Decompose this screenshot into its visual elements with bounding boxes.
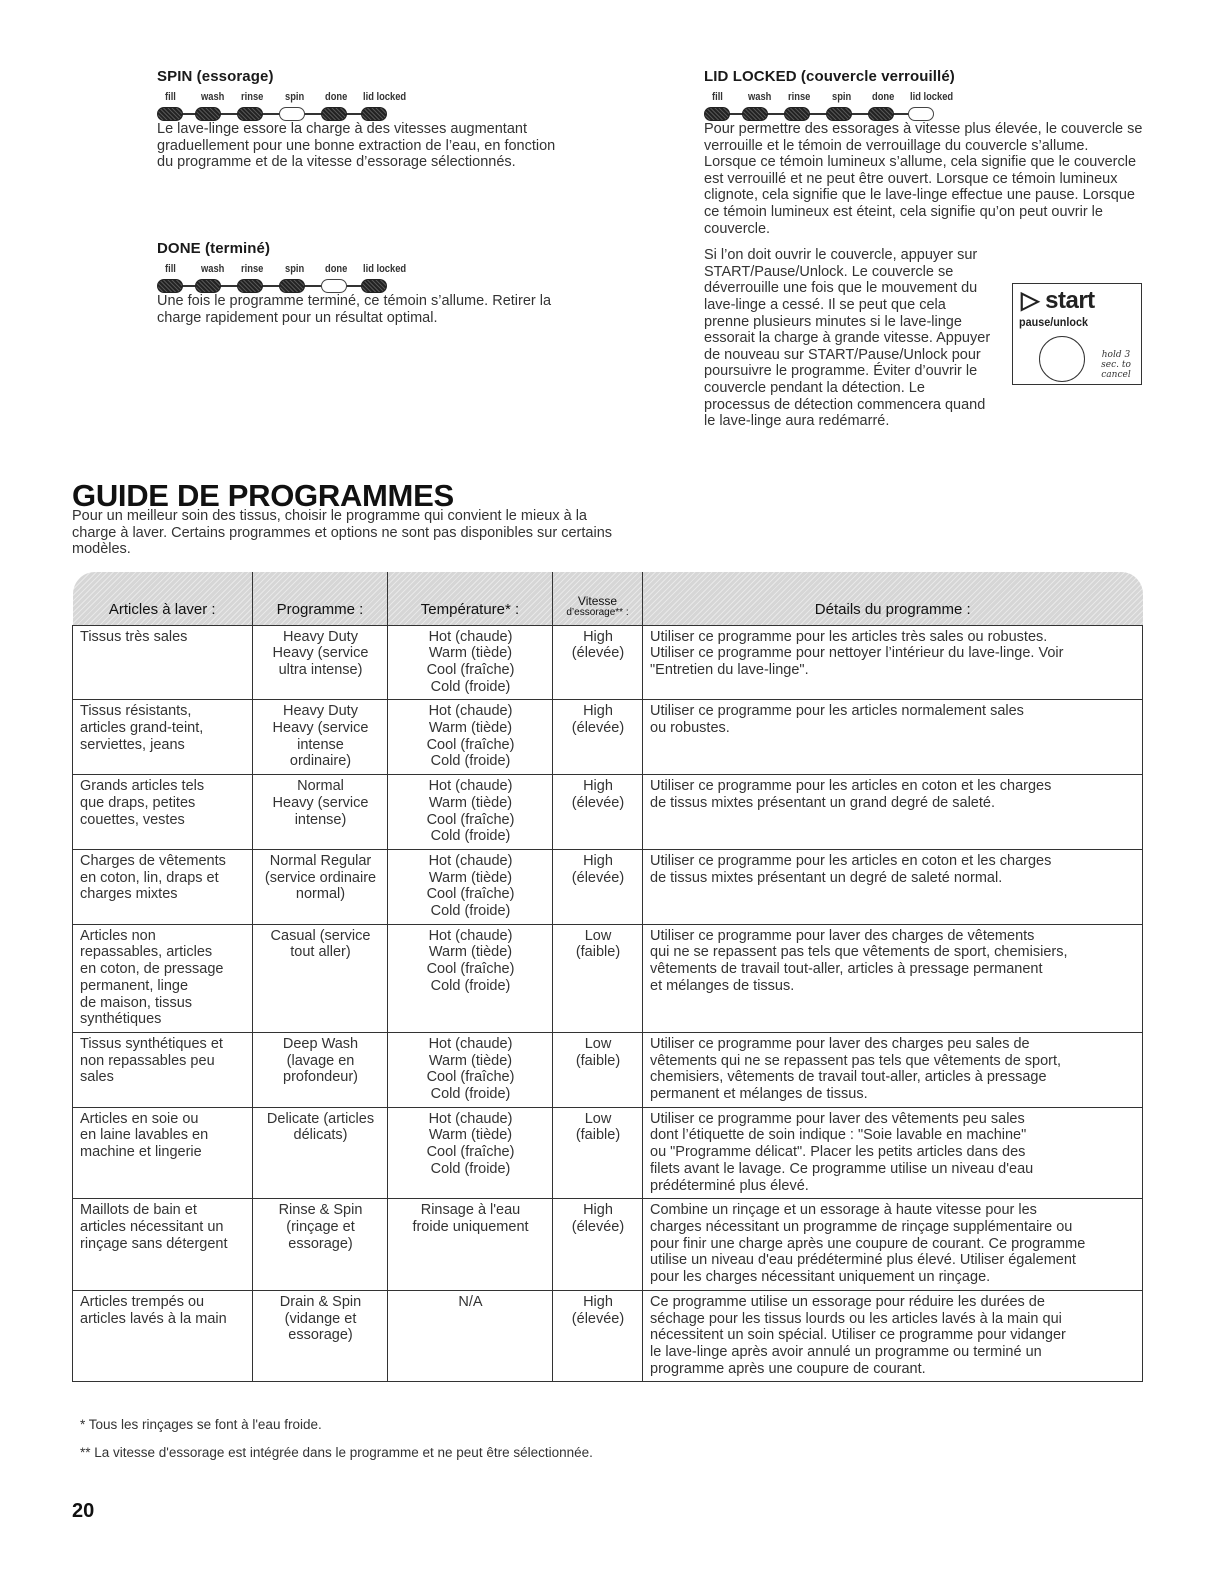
- cell-spin-speed: [553, 1290, 643, 1382]
- table-row: [73, 1032, 1143, 1107]
- cell-line: Warm (tiède): [428, 794, 513, 811]
- indicator-label: spin: [284, 263, 305, 275]
- cell-line: Warm (tiède): [428, 944, 513, 961]
- cell-line: délicats): [293, 1127, 348, 1144]
- cell-line: essorage): [288, 1327, 353, 1344]
- cell-articles: [73, 924, 253, 1032]
- indicator-led-lit-icon: [321, 107, 347, 121]
- cell-line: et mélanges de tissus.: [650, 977, 795, 994]
- cell-line: Cold (froide): [430, 977, 511, 994]
- cell-line: nécessitent un soin spécial. Utiliser ce programme pour vidanger: [650, 1327, 1066, 1344]
- indicator-led-off-icon: [908, 107, 934, 121]
- cell-line: (lavage en: [286, 1052, 355, 1069]
- indicator-led-lit-icon: [237, 279, 263, 293]
- indicator-lights: [704, 107, 944, 121]
- indicator-labels: [704, 91, 1078, 105]
- cell-program: [253, 1107, 388, 1199]
- cell-program: [253, 1290, 388, 1382]
- cell-line: Warm (tiède): [428, 1052, 513, 1069]
- cell-details: [643, 849, 1143, 924]
- cell-line: dont l’étiquette de soin indique : "Soie lavable en machine": [650, 1127, 1027, 1144]
- cell-line: Cool (fraîche): [426, 661, 515, 678]
- indicator-led-lit-icon: [361, 107, 387, 121]
- cell-articles: [73, 1107, 253, 1199]
- cell-line: Articles non: [80, 927, 156, 944]
- cell-line: articles nécessitant un: [80, 1219, 224, 1235]
- cell-line: Combine un rinçage et un essorage à haute vitesse pour les: [650, 1202, 1037, 1219]
- indicator-label: spin: [831, 91, 852, 103]
- cell-line: (vidange et: [284, 1310, 357, 1327]
- indicator-label: lid locked: [362, 91, 407, 103]
- footnote-rinse: * Tous les rinçages se font à l'eau froide.: [80, 1417, 322, 1432]
- cell-details: [643, 1199, 1143, 1291]
- cell-line: Rinse & Spin: [278, 1202, 363, 1219]
- cell-line: sales: [80, 1069, 114, 1086]
- cell-temperature: [388, 700, 553, 775]
- cell-line: que draps, petites: [80, 794, 196, 811]
- cell-program: [253, 1199, 388, 1291]
- cell-line: profondeur): [283, 1069, 358, 1086]
- cell-line: Hot (chaude): [428, 628, 513, 645]
- indicator-led-lit-icon: [868, 107, 894, 121]
- cell-line: Hot (chaude): [428, 1110, 513, 1127]
- hold-to-cancel-label: hold 3 sec. to cancel: [1101, 350, 1131, 380]
- indicator-label: done: [324, 91, 348, 103]
- header-temperature: Température* :: [388, 572, 553, 625]
- cell-line: Articles en soie ou: [80, 1110, 199, 1127]
- cell-details: [643, 775, 1143, 850]
- pause-unlock-label: pause/unlock: [1019, 315, 1089, 329]
- cell-line: Deep Wash: [282, 1035, 359, 1052]
- cell-line: synthétiques: [80, 1011, 162, 1028]
- cell-line: Hot (chaude): [428, 927, 513, 944]
- cell-line: Heavy (service: [272, 720, 369, 737]
- cell-line: machine et lingerie: [80, 1144, 202, 1161]
- cell-line: en coton, de pressage: [80, 961, 224, 978]
- cell-line: en coton, lin, draps et: [80, 869, 219, 886]
- cell-line: Delicate (articles: [266, 1110, 375, 1127]
- cell-line: (faible): [575, 1052, 621, 1069]
- cell-temperature: [388, 625, 553, 700]
- cell-line: (rinçage et: [286, 1219, 355, 1235]
- cell-line: (service ordinaire: [264, 869, 377, 886]
- cell-line: normal): [295, 886, 346, 903]
- cell-line: rinçage sans détergent: [80, 1235, 228, 1252]
- indicator-led-off-icon: [321, 279, 347, 293]
- cell-details: [643, 625, 1143, 700]
- indicator-led-lit-icon: [237, 107, 263, 121]
- cell-articles: [73, 1199, 253, 1291]
- cell-line: Warm (tiède): [428, 645, 513, 662]
- cell-line: Utiliser ce programme pour laver des vêtements peu sales: [650, 1110, 1025, 1127]
- lid-locked-title: LID LOCKED (couvercle verrouillé): [704, 68, 955, 85]
- indicator-label: wash: [747, 91, 772, 103]
- guide-intro: Pour un meilleur soin des tissus, choisir le programme qui convient le mieux à la charge à laver. Certains programmes et options ne sont pas disponibles sur certains modèles.: [72, 508, 613, 558]
- cell-line: Warm (tiède): [428, 1127, 513, 1144]
- cell-line: Cool (fraîche): [426, 961, 515, 978]
- cell-articles: [73, 700, 253, 775]
- cell-program: [253, 775, 388, 850]
- cell-line: froide uniquement: [412, 1219, 529, 1235]
- cell-line: Hot (chaude): [428, 778, 513, 795]
- cell-line: ordinaire): [289, 753, 352, 770]
- header-spin-speed-line1: Vitesse: [577, 593, 618, 608]
- header-details: Détails du programme :: [643, 572, 1143, 625]
- cell-details: [643, 1107, 1143, 1199]
- table-header-row: [73, 572, 1143, 625]
- cell-temperature: [388, 1107, 553, 1199]
- cell-line: Normal: [297, 778, 344, 795]
- cell-line: repassables, articles: [80, 944, 213, 961]
- header-articles: Articles à laver :: [73, 572, 253, 625]
- cell-line: Cool (fraîche): [426, 1069, 515, 1086]
- cell-line: Utiliser ce programme pour nettoyer l’intérieur du lave-linge. Voir: [650, 645, 1064, 662]
- cell-line: (élevée): [571, 869, 625, 886]
- cell-line: (élevée): [571, 720, 625, 737]
- cell-spin-speed: [553, 924, 643, 1032]
- indicator-led-lit-icon: [361, 279, 387, 293]
- cell-line: Cold (froide): [430, 753, 511, 770]
- done-section: [157, 240, 577, 326]
- cell-line: "Entretien du lave-linge".: [650, 661, 809, 678]
- indicator-led-lit-icon: [742, 107, 768, 121]
- indicator-label: done: [324, 263, 348, 275]
- table-row: [73, 924, 1143, 1032]
- cell-line: chemisiers, vêtements de travail tout-aller, articles à pressage: [650, 1069, 1047, 1086]
- table-row: [73, 625, 1143, 700]
- cell-line: de maison, tissus: [80, 994, 193, 1011]
- cell-line: Cool (fraîche): [426, 811, 515, 828]
- cell-temperature: [388, 1199, 553, 1291]
- cell-line: Charges de vêtements: [80, 852, 226, 869]
- table-row: [73, 775, 1143, 850]
- indicator-led-lit-icon: [157, 279, 183, 293]
- cell-articles: [73, 625, 253, 700]
- spin-description: Le lave-linge essore la charge à des vitesses augmentant graduellement pour une bonne extraction de l’eau, en fonction du programme et de la vitesse d’essorage sélectionnés.: [157, 121, 556, 171]
- cell-line: Cool (fraîche): [426, 886, 515, 903]
- cell-line: Low: [584, 1035, 612, 1052]
- cell-details: [643, 924, 1143, 1032]
- cell-line: Tissus synthétiques et: [80, 1035, 223, 1052]
- start-label: ▷ start: [1021, 287, 1095, 314]
- cell-line: non repassables peu: [80, 1052, 215, 1069]
- cell-line: pour les charges nécessitant uniquement un rinçage.: [650, 1269, 991, 1286]
- cell-line: (élevée): [571, 1219, 625, 1235]
- indicator-label: rinse: [240, 91, 264, 103]
- indicator-label: rinse: [787, 91, 811, 103]
- lid-unlock-instructions: Si l’on doit ouvrir le couvercle, appuyer sur START/Pause/Unlock. Le couvercle se déverrouille une fois que le mouvement du lave-linge a cessé. Il se peut que cela prenne plusieurs minutes si le lave-linge essorait la charge à grande vitesse. Appuyer de nouveau sur START/Pause/Unlock pour poursuivre le programme. Éviter d’ouvrir le couvercle pendant la détection. Le processus de détection commencera quand le lave-linge aura redémarré.: [704, 247, 991, 430]
- indicator-led-off-icon: [279, 107, 305, 121]
- cell-line: Cool (fraîche): [426, 1144, 515, 1161]
- cell-line: Warm (tiède): [428, 869, 513, 886]
- cell-program: [253, 700, 388, 775]
- cell-spin-speed: [553, 849, 643, 924]
- cell-program: [253, 1032, 388, 1107]
- indicator-labels: [157, 263, 514, 277]
- cell-line: ou robustes.: [650, 720, 730, 737]
- cell-line: Ce programme utilise un essorage pour réduire les durées de: [650, 1293, 1045, 1310]
- cell-line: le lave-linge après avoir annulé un programme ou terminé un: [650, 1343, 1042, 1360]
- cell-spin-speed: [553, 1199, 643, 1291]
- cell-spin-speed: [553, 700, 643, 775]
- cell-program: [253, 849, 388, 924]
- spin-status-indicator: [157, 91, 577, 125]
- page-number: 20: [72, 1500, 95, 1522]
- cell-temperature: [388, 775, 553, 850]
- cell-articles: [73, 775, 253, 850]
- table-row: [73, 849, 1143, 924]
- cell-temperature: [388, 924, 553, 1032]
- cell-line: serviettes, jeans: [80, 736, 185, 753]
- program-guide-table: [72, 572, 1143, 1382]
- indicator-label: rinse: [240, 263, 264, 275]
- cell-line: Heavy Duty: [283, 703, 358, 720]
- cell-line: Maillots de bain et: [80, 1202, 197, 1219]
- cell-line: Utiliser ce programme pour laver des charges peu sales de: [650, 1035, 1030, 1052]
- start-pause-unlock-panel: [1012, 283, 1142, 385]
- cell-details: [643, 1032, 1143, 1107]
- cell-program: [253, 924, 388, 1032]
- cell-line: couettes, vestes: [80, 811, 185, 828]
- cell-line: High: [583, 852, 613, 869]
- cell-line: (élevée): [571, 645, 625, 662]
- cell-articles: [73, 1290, 253, 1382]
- cell-line: Cold (froide): [430, 1160, 511, 1177]
- cell-line: Cold (froide): [430, 903, 511, 920]
- cell-line: permanent, linge: [80, 977, 189, 994]
- cell-line: High: [583, 1293, 613, 1310]
- cell-line: Drain & Spin: [279, 1293, 362, 1310]
- done-title: DONE (terminé): [157, 240, 271, 257]
- cell-line: Hot (chaude): [428, 703, 513, 720]
- table-row: [73, 1290, 1143, 1382]
- cell-line: Grands articles tels: [80, 778, 205, 795]
- cell-line: articles grand-teint,: [80, 720, 204, 737]
- cell-line: Cool (fraîche): [426, 736, 515, 753]
- cell-line: Heavy (service: [272, 794, 369, 811]
- indicator-label: wash: [200, 91, 225, 103]
- cell-line: Cold (froide): [430, 1086, 511, 1103]
- cell-line: charges nécessitant un programme de rinçage supplémentaire ou: [650, 1219, 1073, 1235]
- cell-line: Casual (service: [270, 927, 371, 944]
- cell-line: Tissus résistants,: [80, 703, 192, 720]
- cell-line: Low: [584, 1110, 612, 1127]
- spin-section: [157, 68, 577, 171]
- indicator-label: done: [871, 91, 895, 103]
- cell-line: (élevée): [571, 794, 625, 811]
- cell-line: (faible): [575, 944, 621, 961]
- cell-line: permanent et mélanges de tissus.: [650, 1086, 868, 1103]
- cell-spin-speed: [553, 1107, 643, 1199]
- cell-line: Hot (chaude): [428, 852, 513, 869]
- cell-line: Articles trempés ou: [80, 1293, 205, 1310]
- cell-line: Utiliser ce programme pour laver des charges de vêtements: [650, 927, 1035, 944]
- cell-details: [643, 1290, 1143, 1382]
- cell-line: de tissus mixtes présentant un degré de saleté normal.: [650, 869, 1003, 886]
- cell-line: vêtements de travail tout-aller, articles à pressage permanent: [650, 961, 1043, 978]
- cell-line: Low: [584, 927, 612, 944]
- cell-line: N/A: [458, 1293, 483, 1310]
- cell-line: filets avant le lavage. Ce programme utilise un niveau d'eau: [650, 1160, 1034, 1177]
- header-spin-speed-line2: d’essorage** :: [566, 606, 629, 618]
- cell-line: vêtements qui ne se repassent pas tels que vêtements de sport,: [650, 1052, 1062, 1069]
- cell-line: Utiliser ce programme pour les articles en coton et les charges: [650, 852, 1052, 869]
- lid-locked-status-indicator: [704, 91, 1144, 125]
- cell-line: de tissus mixtes présentant un grand degré de saleté.: [650, 794, 995, 811]
- cell-line: Utiliser ce programme pour les articles en coton et les charges: [650, 778, 1052, 795]
- cell-line: Utiliser ce programme pour les articles normalement sales: [650, 703, 1024, 720]
- footnote-spin-speed: ** La vitesse d'essorage est intégrée dans le programme et ne peut être sélectionnée.: [80, 1445, 593, 1460]
- cell-line: tout aller): [290, 944, 351, 961]
- indicator-label: fill: [711, 91, 723, 103]
- spin-title: SPIN (essorage): [157, 68, 274, 85]
- cell-line: programme après une coupure de courant.: [650, 1360, 926, 1377]
- program-table-body: [73, 625, 1143, 1382]
- header-spin-speed: [553, 572, 643, 625]
- table-row: [73, 1199, 1143, 1291]
- cell-line: utilise un niveau d'eau prédéterminé plus élevé. Utiliser également: [650, 1252, 1076, 1269]
- cell-line: Hot (chaude): [428, 1035, 513, 1052]
- cell-spin-speed: [553, 625, 643, 700]
- cell-line: en laine lavables en: [80, 1127, 209, 1144]
- cell-temperature: [388, 849, 553, 924]
- cell-line: essorage): [288, 1235, 353, 1252]
- cell-line: Cold (froide): [430, 678, 511, 695]
- cell-line: High: [583, 703, 613, 720]
- done-status-indicator: [157, 263, 577, 297]
- indicator-led-lit-icon: [157, 107, 183, 121]
- cell-line: (faible): [575, 1127, 621, 1144]
- table-row: [73, 700, 1143, 775]
- cell-line: Tissus très sales: [80, 628, 188, 645]
- cell-line: Warm (tiède): [428, 720, 513, 737]
- cell-line: pour finir une charge après une coupure de courant. Ce programme: [650, 1235, 1086, 1252]
- cell-line: High: [583, 628, 613, 645]
- indicator-labels: [157, 91, 514, 105]
- cell-line: intense): [294, 811, 347, 828]
- indicator-lights: [157, 107, 397, 121]
- indicator-led-lit-icon: [279, 279, 305, 293]
- lid-locked-description: Pour permettre des essorages à vitesse plus élevée, le couvercle se verrouille et le témoin de verrouillage du couvercle s’allume. Lorsque ce témoin lumineux s’allume, cela signifie que le couvercle est verrouillé et ne peut être ouvert. Lorsque ce témoin lumineux clignote, cela signifie que le lave-linge effectue une pause. Lorsque ce témoin lumineux est éteint, cela signifie qu’on peut ouvrir le couvercle.: [704, 121, 1143, 237]
- cell-temperature: [388, 1032, 553, 1107]
- indicator-label: lid locked: [909, 91, 954, 103]
- indicator-lights: [157, 279, 397, 293]
- indicator-led-lit-icon: [784, 107, 810, 121]
- done-description: Une fois le programme terminé, ce témoin s’allume. Retirer la charge rapidement pour un résultat optimal.: [157, 293, 552, 326]
- cell-articles: [73, 849, 253, 924]
- cell-line: intense: [297, 736, 344, 753]
- cell-program: [253, 625, 388, 700]
- indicator-led-lit-icon: [826, 107, 852, 121]
- indicator-led-lit-icon: [195, 107, 221, 121]
- cell-line: Normal Regular: [269, 852, 372, 869]
- cell-line: séchage pour les tissus lourds ou les articles lavés à la main qui: [650, 1310, 1062, 1327]
- cell-line: High: [583, 778, 613, 795]
- cell-line: Heavy Duty: [283, 628, 358, 645]
- cell-line: High: [583, 1202, 613, 1219]
- header-program: Programme :: [253, 572, 388, 625]
- cell-line: Heavy (service: [272, 645, 369, 662]
- cell-line: charges mixtes: [80, 886, 178, 903]
- indicator-label: wash: [200, 263, 225, 275]
- cell-line: Utiliser ce programme pour les articles très sales ou robustes.: [650, 628, 1048, 645]
- cell-line: ultra intense): [278, 661, 363, 678]
- indicator-label: spin: [284, 91, 305, 103]
- cell-articles: [73, 1032, 253, 1107]
- cell-spin-speed: [553, 1032, 643, 1107]
- cell-line: Rinsage à l'eau: [420, 1202, 521, 1219]
- cell-spin-speed: [553, 775, 643, 850]
- cell-line: qui ne se repassent pas tels que vêtements de sport, chemisiers,: [650, 944, 1068, 961]
- indicator-led-lit-icon: [195, 279, 221, 293]
- cell-line: ou "Programme délicat". Placer les petits articles dans des: [650, 1144, 1026, 1161]
- cell-line: Cold (froide): [430, 828, 511, 845]
- cell-line: articles lavés à la main: [80, 1310, 227, 1327]
- indicator-label: lid locked: [362, 263, 407, 275]
- indicator-led-lit-icon: [704, 107, 730, 121]
- cell-details: [643, 700, 1143, 775]
- cell-temperature: [388, 1290, 553, 1382]
- cell-line: prédéterminé plus élevé.: [650, 1177, 809, 1194]
- guide-title: GUIDE DE PROGRAMMES: [72, 478, 454, 513]
- start-button-icon: [1039, 336, 1085, 382]
- cell-line: (élevée): [571, 1310, 625, 1327]
- table-row: [73, 1107, 1143, 1199]
- indicator-label: fill: [164, 263, 176, 275]
- indicator-label: fill: [164, 91, 176, 103]
